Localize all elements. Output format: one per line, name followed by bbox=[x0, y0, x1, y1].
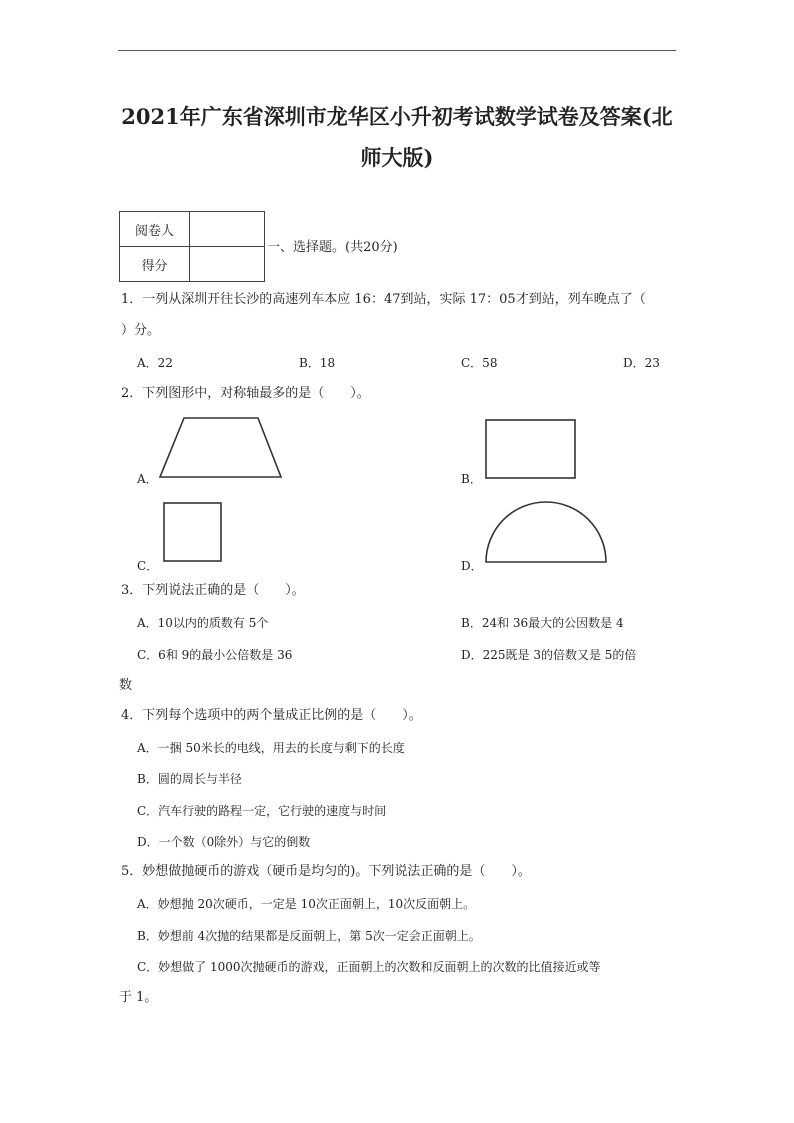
q3-option-c: C．6和 9的最小公倍数是 36 bbox=[137, 648, 293, 662]
q1-stem-line-1: 1．一列从深圳开往长沙的高速列车本应 16：47到站，实际 17：05才到站，列车晚点了（ bbox=[121, 292, 646, 307]
q3-option-a: A．10以内的质数有 5个 bbox=[137, 616, 269, 630]
q2-option-a: A． bbox=[137, 472, 158, 486]
q1-option-c: C．58 bbox=[461, 356, 498, 370]
q1-stem-line-2: ）分。 bbox=[121, 323, 161, 338]
q4-option-b: B．圆的周长与半径 bbox=[137, 772, 242, 786]
q1-option-a: A．22 bbox=[137, 356, 173, 370]
semicircle-shape bbox=[486, 502, 606, 562]
score-label: 得分 bbox=[120, 247, 190, 282]
q3-option-d: D．225既是 3的倍数又是 5的倍 bbox=[461, 648, 637, 662]
q5-option-b: B．妙想前 4次抛的结果都是反面朝上，第 5次一定会正面朝上。 bbox=[137, 929, 481, 943]
q4-stem: 4．下列每个选项中的两个量成正比例的是（ ）。 bbox=[121, 708, 422, 723]
q3-continuation: 数 bbox=[119, 678, 133, 693]
q2-stem: 2．下列图形中，对称轴最多的是（ ）。 bbox=[121, 386, 370, 401]
q5-option-c: C．妙想做了 1000次抛硬币的游戏，正面朝上的次数和反面朝上的次数的比值接近或等 bbox=[137, 960, 601, 974]
page-title-line-1: 2021年广东省深圳市龙华区小升初考试数学试卷及答案(北 bbox=[121, 104, 673, 129]
q2-option-c: C． bbox=[137, 559, 159, 573]
q4-option-a: A．一捆 50米长的电线，用去的长度与剩下的长度 bbox=[137, 741, 405, 755]
q5-continuation: 于 1。 bbox=[119, 990, 158, 1005]
square-shape bbox=[164, 503, 221, 561]
q4-option-c: C．汽车行驶的路程一定，它行驶的速度与时间 bbox=[137, 804, 387, 818]
reviewer-label: 阅卷人 bbox=[120, 212, 190, 247]
q3-option-b: B．24和 36最大的公因数是 4 bbox=[461, 616, 624, 630]
rectangle-shape bbox=[486, 420, 575, 478]
q1-option-d: D．23 bbox=[623, 356, 660, 370]
q2-option-d: D． bbox=[461, 559, 483, 573]
q5-stem: 5．妙想做抛硬币的游戏（硬币是均匀的)。下列说法正确的是（ ）。 bbox=[121, 864, 531, 879]
section-title: 一、选择题。(共20分) bbox=[267, 240, 398, 255]
q1-option-b: B．18 bbox=[299, 356, 336, 370]
q5-option-a: A．妙想抛 20次硬币，一定是 10次正面朝上，10次反面朝上。 bbox=[137, 897, 476, 911]
page-title-line-2: 师大版) bbox=[360, 145, 434, 170]
q2-option-b: B． bbox=[461, 472, 482, 486]
trapezoid-shape bbox=[160, 418, 281, 477]
q3-stem: 3．下列说法正确的是（ ）。 bbox=[121, 583, 305, 598]
q4-option-d: D．一个数（0除外）与它的倒数 bbox=[137, 835, 311, 849]
